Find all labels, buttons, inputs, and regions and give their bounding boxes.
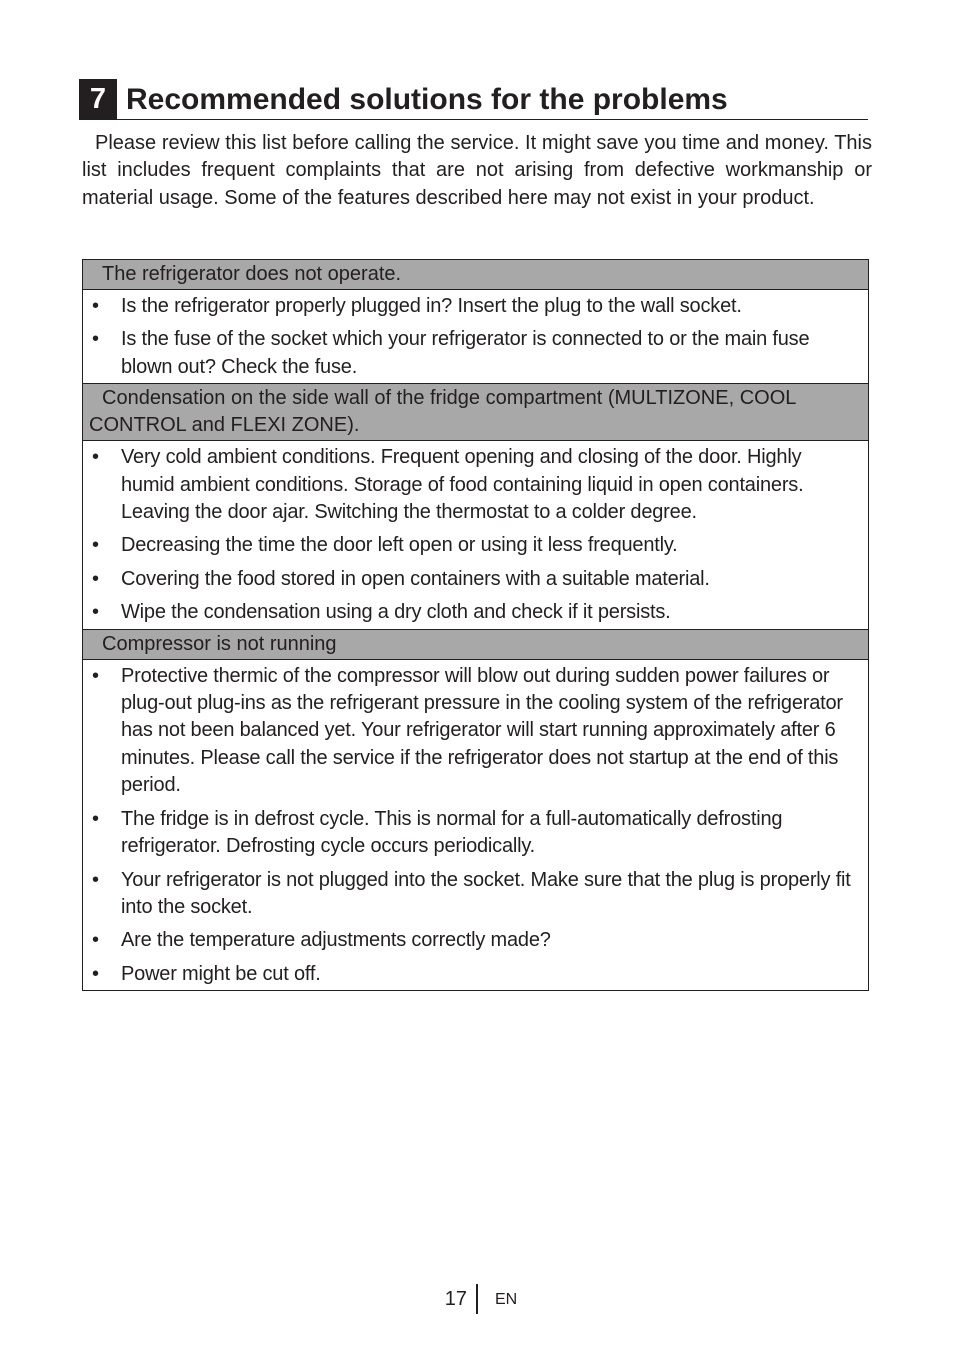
bullet-icon: • <box>92 807 99 830</box>
problem-header: Compressor is not running <box>83 630 868 660</box>
bullet-icon: • <box>92 601 99 624</box>
solution-item <box>89 599 858 626</box>
solution-item <box>89 293 858 320</box>
problem-header: The refrigerator does not operate. <box>83 260 868 290</box>
troubleshooting-table <box>82 259 869 991</box>
solution-text: Wipe the condensation using a dry cloth and check if it persists. <box>121 601 671 624</box>
language-code: EN <box>495 1291 518 1308</box>
solution-text: Covering the food stored in open containers with a suitable material. <box>121 567 710 590</box>
solution-text: Very cold ambient conditions. Frequent opening and closing of the door. Highly humid ambient conditions. Storage of food containing liquid in open containers. Leaving the door ajar. Switching the thermostat to a colder degree. <box>121 446 804 524</box>
solution-item <box>89 444 858 526</box>
solution-item <box>89 867 858 922</box>
section-title: Recommended solutions for the problems <box>126 83 728 116</box>
solution-item <box>89 663 858 800</box>
solution-text: Are the temperature adjustments correctly made? <box>121 929 551 952</box>
solution-list <box>83 290 868 384</box>
bullet-icon: • <box>92 534 99 557</box>
bullet-icon: • <box>92 446 99 469</box>
page-footer <box>0 1284 954 1314</box>
solution-text: Power might be cut off. <box>121 962 321 985</box>
solution-text: Decreasing the time the door left open or using it less frequently. <box>121 534 678 557</box>
solution-item <box>89 927 858 954</box>
footer-divider <box>476 1284 478 1314</box>
solution-item <box>89 532 858 559</box>
bullet-icon: • <box>92 328 99 351</box>
solution-text: Is the fuse of the socket which your refrigerator is connected to or the main fuse blown out? Check the fuse. <box>121 328 810 378</box>
solution-item <box>89 566 858 593</box>
solution-item <box>89 961 858 988</box>
solution-item <box>89 326 858 381</box>
bullet-icon: • <box>92 929 99 952</box>
page-number: 17 <box>444 1288 467 1310</box>
solution-text: Is the refrigerator properly plugged in? Insert the plug to the wall socket. <box>121 295 742 317</box>
solution-list <box>83 660 868 990</box>
bullet-icon: • <box>92 962 99 985</box>
bullet-icon: • <box>92 295 99 317</box>
intro-paragraph: Please review this list before calling the service. It might save you time and money. This list includes frequent complaints that are not arising from defective workmanship or material usage. Some of the features described here may not exist in your product. <box>82 132 872 209</box>
solution-text: Protective thermic of the compressor will blow out during sudden power failures or plug-out plug-ins as the refrigerant pressure in the cooling system of the refrigerator has not been balanced yet. Your refrigerator will start running approximately after 6 minutes. Please call the service if the refrigerator does not startup at the end of this period. <box>121 664 843 797</box>
section-heading <box>79 79 868 120</box>
section-number: 7 <box>79 79 117 119</box>
bullet-icon: • <box>92 664 99 687</box>
solution-item <box>89 806 858 861</box>
bullet-icon: • <box>92 868 99 891</box>
bullet-icon: • <box>92 567 99 590</box>
solution-list <box>83 441 868 629</box>
solution-text: The fridge is in defrost cycle. This is normal for a full-automatically defrosting refrigerator. Defrosting cycle occurs periodically. <box>121 807 783 858</box>
problem-header: Condensation on the side wall of the fridge compartment (MULTIZONE, COOL CONTROL and FLEXI ZONE). <box>83 384 868 441</box>
solution-text: Your refrigerator is not plugged into the socket. Make sure that the plug is properly fit into the socket. <box>121 868 851 918</box>
